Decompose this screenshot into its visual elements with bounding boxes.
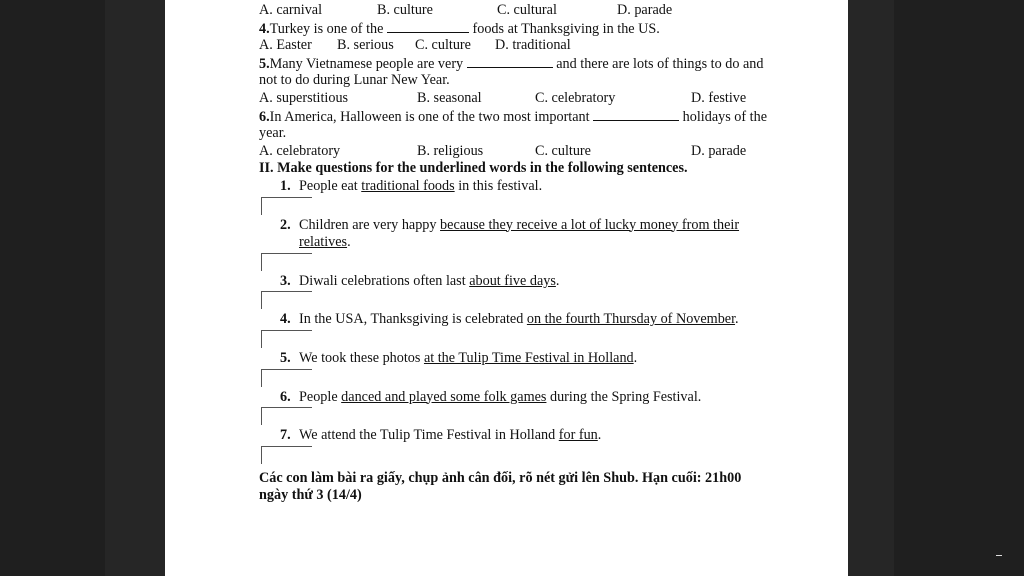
answer-box[interactable] bbox=[261, 407, 312, 425]
answer-box[interactable] bbox=[261, 253, 312, 271]
option: B. culture bbox=[377, 2, 433, 18]
question-number: 5. bbox=[259, 55, 270, 72]
question-5-line-2: not to do during Lunar New Year. bbox=[259, 72, 450, 89]
question-4-options bbox=[259, 37, 819, 55]
sentence-text: . bbox=[347, 234, 351, 251]
option: D. parade bbox=[617, 2, 673, 18]
sentence-number: 2. bbox=[280, 216, 291, 233]
sentence-number: 6. bbox=[280, 388, 291, 405]
sentence-text: in this festival. bbox=[454, 177, 543, 194]
option: C. culture bbox=[415, 37, 471, 54]
sentence-text: People eat bbox=[299, 177, 362, 194]
option: D. traditional bbox=[495, 37, 571, 54]
question-6-line-2: year. bbox=[259, 125, 287, 142]
answer-box[interactable] bbox=[261, 330, 312, 348]
document-content bbox=[259, 2, 819, 505]
option: A. celebratory bbox=[259, 142, 341, 159]
sentence-2-line-1 bbox=[259, 217, 819, 235]
right-margin bbox=[894, 0, 1024, 576]
answer-box[interactable] bbox=[261, 291, 312, 309]
sentence-6 bbox=[259, 389, 819, 407]
section-2-heading: II. Make questions for the underlined words in the following sentences. bbox=[259, 160, 688, 177]
question-4 bbox=[259, 20, 819, 38]
option: A. carnival bbox=[259, 2, 323, 18]
question-5-line-1 bbox=[259, 55, 819, 73]
document-page bbox=[165, 0, 848, 576]
answer-box[interactable] bbox=[261, 197, 312, 215]
question-number: 6. bbox=[259, 108, 270, 125]
sentence-text: We attend the Tulip Time Festival in Holland bbox=[299, 427, 559, 444]
question-text: Many Vietnamese people are very bbox=[269, 55, 467, 72]
sentence-number: 4. bbox=[280, 311, 291, 328]
answer-box[interactable] bbox=[261, 369, 312, 387]
sentence-number: 5. bbox=[280, 349, 291, 366]
cursor-icon bbox=[996, 555, 1002, 556]
sentence-4 bbox=[259, 311, 819, 329]
underlined-phrase: danced and played some folk games bbox=[341, 388, 547, 405]
sentence-3 bbox=[259, 273, 819, 291]
underlined-phrase: for fun bbox=[558, 427, 598, 444]
answer-box[interactable] bbox=[261, 446, 312, 464]
answer-blank bbox=[387, 20, 469, 33]
left-margin bbox=[0, 0, 105, 576]
sentence-7 bbox=[259, 427, 819, 445]
option: B. seasonal bbox=[417, 89, 482, 106]
option: B. religious bbox=[417, 142, 484, 159]
option: D. festive bbox=[691, 89, 747, 106]
option: A. superstitious bbox=[259, 89, 349, 106]
answer-blank bbox=[593, 108, 679, 121]
instructions-line-2: ngày thứ 3 (14/4) bbox=[259, 487, 362, 504]
option: D. parade bbox=[691, 142, 747, 159]
sentence-text: . bbox=[597, 427, 602, 444]
question-5-options bbox=[259, 90, 819, 108]
question-text: holidays of the bbox=[679, 108, 767, 125]
question-text: and there are lots of things to do and bbox=[552, 55, 764, 72]
sentence-text: In the USA, Thanksgiving is celebrated bbox=[299, 311, 527, 328]
sentence-text: . bbox=[555, 272, 560, 289]
question-number: 4. bbox=[259, 20, 270, 37]
instructions-footer bbox=[259, 470, 819, 505]
sentence-text: Diwali celebrations often last bbox=[299, 272, 470, 289]
sentence-number: 3. bbox=[280, 272, 291, 289]
question-6-line-1 bbox=[259, 108, 819, 126]
sentence-text: . bbox=[735, 311, 739, 328]
option: B. serious bbox=[337, 37, 394, 54]
sentence-text: We took these photos bbox=[299, 349, 424, 366]
underlined-phrase: traditional foods bbox=[361, 177, 455, 194]
option: C. culture bbox=[535, 142, 591, 159]
question-text: Turkey is one of the bbox=[269, 20, 387, 37]
question-6-options bbox=[259, 143, 819, 161]
option: C. celebratory bbox=[535, 89, 616, 106]
sentence-text: Children are very happy bbox=[299, 216, 441, 233]
sentence-2-line-2 bbox=[259, 234, 819, 252]
option: A. Easter bbox=[259, 37, 312, 54]
answer-blank bbox=[467, 55, 553, 68]
instructions-line-1: Các con làm bài ra giấy, chụp ảnh cân đối, rõ nét gửi lên Shub. Hạn cuối: 21h00 bbox=[259, 469, 742, 486]
sentence-5 bbox=[259, 350, 819, 368]
underlined-phrase: about five days bbox=[469, 272, 556, 289]
underlined-phrase: at the Tulip Time Festival in Holland bbox=[423, 349, 634, 366]
question-text: foods at Thanksgiving in the US. bbox=[468, 20, 660, 37]
sentence-1 bbox=[259, 178, 819, 196]
question-text: In America, Halloween is one of the two most important bbox=[269, 108, 594, 125]
sentence-number: 7. bbox=[280, 427, 291, 444]
sentence-number: 1. bbox=[280, 177, 291, 194]
sentence-text: during the Spring Festival. bbox=[546, 388, 702, 405]
underlined-phrase: relatives bbox=[299, 234, 348, 251]
option: C. cultural bbox=[497, 2, 557, 18]
question-3-options bbox=[259, 2, 819, 20]
sentence-text: People bbox=[299, 388, 342, 405]
sentence-text: . bbox=[633, 349, 638, 366]
underlined-phrase: on the fourth Thursday of November bbox=[526, 311, 736, 328]
underlined-phrase: because they receive a lot of lucky money from their bbox=[440, 216, 740, 233]
